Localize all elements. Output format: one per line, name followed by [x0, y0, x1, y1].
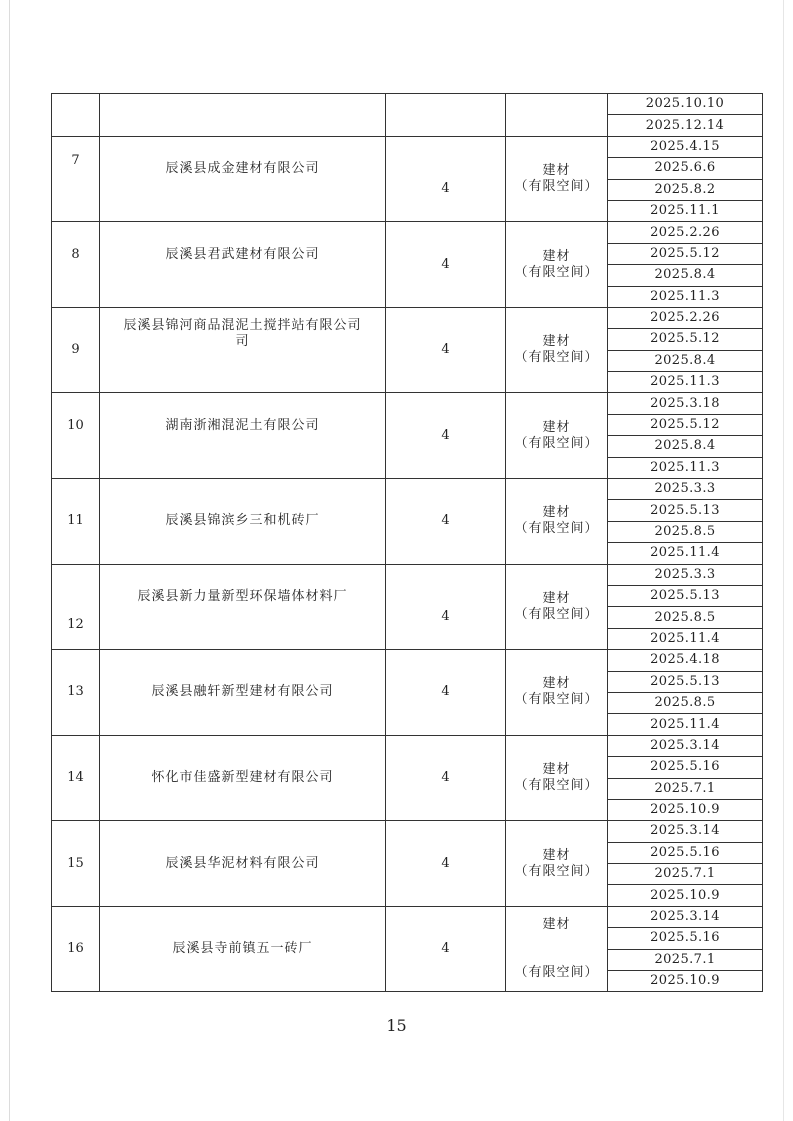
index-cell [52, 94, 100, 137]
company-name: 辰溪县锦河商品混泥土搅拌站有限公司 [123, 317, 362, 333]
inspection-table [51, 93, 763, 992]
row-number: 11 [67, 513, 84, 529]
industry-cell [506, 222, 608, 308]
company-cell [100, 222, 386, 308]
inspection-count: 4 [441, 342, 450, 358]
company-cell [100, 821, 386, 907]
table-row [52, 94, 763, 115]
date-cell: 2025.10.9 [608, 799, 763, 820]
company-name: 辰溪县华泥材料有限公司 [165, 855, 320, 871]
date-cell: 2025.5.13 [608, 671, 763, 692]
index-cell [52, 307, 100, 393]
date-cell: 2025.5.16 [608, 842, 763, 863]
date-cell: 2025.11.1 [608, 200, 763, 221]
index-cell [52, 393, 100, 479]
date-cell: 2025.11.4 [608, 628, 763, 649]
row-number: 14 [67, 770, 84, 785]
industry-cell [506, 564, 608, 650]
industry-label: 建材 [542, 505, 571, 521]
date-cell: 2025.8.4 [608, 265, 763, 286]
row-number: 12 [67, 616, 84, 632]
company-cell [100, 307, 386, 393]
company-name-wrap: 司 [235, 333, 250, 349]
table-row [52, 564, 763, 585]
company-name: 辰溪县成金建材有限公司 [165, 161, 320, 177]
space-label: （有限空间） [514, 863, 599, 879]
inspection-count: 4 [441, 608, 450, 624]
index-cell [52, 136, 100, 222]
index-cell [52, 650, 100, 736]
date-cell: 2025.12.14 [608, 115, 763, 136]
industry-cell [506, 136, 608, 222]
date-cell: 2025.5.12 [608, 329, 763, 350]
date-cell: 2025.5.13 [608, 500, 763, 521]
date-cell: 2025.11.3 [608, 372, 763, 393]
inspection-count: 4 [441, 256, 450, 272]
count-cell [386, 650, 506, 736]
table-row [52, 222, 763, 243]
table-row [52, 821, 763, 842]
space-label: （有限空间） [514, 350, 599, 366]
date-cell: 2025.11.3 [608, 457, 763, 478]
company-name: 辰溪县寺前镇五一砖厂 [172, 941, 313, 957]
table-row [52, 393, 763, 414]
company-cell [100, 94, 386, 137]
date-cell: 2025.10.10 [608, 94, 763, 115]
table-row [52, 735, 763, 756]
date-cell: 2025.3.18 [608, 393, 763, 414]
company-cell [100, 479, 386, 565]
industry-cell [506, 735, 608, 821]
index-cell [52, 735, 100, 821]
industry-cell [506, 906, 608, 992]
industry-label: 建材 [542, 762, 571, 777]
count-cell [386, 94, 506, 137]
date-cell: 2025.10.9 [608, 971, 763, 992]
table-row [52, 307, 763, 328]
count-cell [386, 222, 506, 308]
index-cell [52, 222, 100, 308]
count-cell [386, 906, 506, 992]
date-cell: 2025.3.3 [608, 479, 763, 500]
date-cell: 2025.7.1 [608, 864, 763, 885]
date-cell: 2025.4.15 [608, 136, 763, 157]
industry-cell [506, 821, 608, 907]
date-cell: 2025.5.12 [608, 414, 763, 435]
industry-label: 建材 [542, 590, 571, 606]
index-cell [52, 479, 100, 565]
date-cell: 2025.5.16 [608, 757, 763, 778]
date-cell: 2025.8.2 [608, 179, 763, 200]
industry-cell [506, 650, 608, 736]
company-name: 辰溪县新力量新型环保墙体材料厂 [137, 588, 348, 604]
date-cell: 2025.8.5 [608, 521, 763, 542]
date-cell: 2025.8.5 [608, 607, 763, 628]
company-name: 辰溪县锦滨乡三和机砖厂 [165, 513, 320, 529]
inspection-count: 4 [441, 941, 450, 957]
inspection-count: 4 [441, 855, 450, 871]
date-cell: 2025.11.4 [608, 714, 763, 735]
row-number: 10 [67, 417, 84, 433]
company-cell [100, 393, 386, 479]
space-label: （有限空间） [514, 264, 599, 280]
count-cell [386, 735, 506, 821]
inspection-count: 4 [441, 427, 450, 443]
index-cell [52, 821, 100, 907]
inspection-count: 4 [441, 684, 450, 700]
space-label: （有限空间） [514, 965, 599, 981]
industry-label: 建材 [542, 676, 571, 692]
company-name: 辰溪县融轩新型建材有限公司 [151, 684, 334, 700]
industry-cell [506, 307, 608, 393]
date-cell: 2025.7.1 [608, 949, 763, 970]
company-cell [100, 650, 386, 736]
count-cell [386, 307, 506, 393]
industry-label: 建材 [542, 847, 571, 863]
date-cell: 2025.5.12 [608, 243, 763, 264]
page-number: 15 [386, 1016, 407, 1035]
table-row [52, 650, 763, 671]
table-row [52, 136, 763, 157]
date-cell: 2025.3.14 [608, 735, 763, 756]
industry-cell [506, 393, 608, 479]
company-name: 怀化市佳盛新型建材有限公司 [151, 770, 334, 785]
company-cell [100, 735, 386, 821]
count-cell [386, 393, 506, 479]
date-cell: 2025.5.13 [608, 585, 763, 606]
row-number: 7 [71, 153, 80, 169]
row-number: 13 [67, 684, 84, 700]
company-cell [100, 564, 386, 650]
industry-label: 建材 [542, 248, 571, 264]
date-cell: 2025.3.14 [608, 821, 763, 842]
count-cell [386, 479, 506, 565]
date-cell: 2025.3.3 [608, 564, 763, 585]
date-cell: 2025.2.26 [608, 222, 763, 243]
inspection-count: 4 [441, 181, 450, 197]
industry-label: 建材 [542, 163, 571, 179]
space-label: （有限空间） [514, 179, 599, 195]
industry-label: 建材 [542, 334, 571, 350]
date-cell: 2025.2.26 [608, 307, 763, 328]
date-cell: 2025.11.4 [608, 543, 763, 564]
industry-cell [506, 479, 608, 565]
page-edge-left [9, 0, 10, 1121]
company-cell [100, 906, 386, 992]
date-cell: 2025.11.3 [608, 286, 763, 307]
industry-label: 建材 [542, 419, 571, 435]
space-label: （有限空间） [514, 606, 599, 622]
index-cell [52, 906, 100, 992]
date-cell: 2025.6.6 [608, 158, 763, 179]
date-cell: 2025.4.18 [608, 650, 763, 671]
page-edge-right [783, 0, 784, 1121]
table-row [52, 479, 763, 500]
count-cell [386, 136, 506, 222]
count-cell [386, 564, 506, 650]
date-cell: 2025.8.4 [608, 436, 763, 457]
inspection-count: 4 [441, 513, 450, 529]
space-label: （有限空间） [514, 521, 599, 537]
row-number: 9 [71, 342, 80, 358]
company-name: 湖南浙湘混泥土有限公司 [165, 417, 320, 433]
space-label: （有限空间） [514, 692, 599, 708]
index-cell [52, 564, 100, 650]
space-label: （有限空间） [514, 778, 599, 793]
table-row [52, 906, 763, 927]
space-label: （有限空间） [514, 435, 599, 451]
row-number: 8 [71, 246, 80, 262]
company-name: 辰溪县君武建材有限公司 [165, 246, 320, 262]
row-number: 15 [67, 855, 84, 871]
count-cell [386, 821, 506, 907]
date-cell: 2025.8.5 [608, 692, 763, 713]
date-cell: 2025.3.14 [608, 906, 763, 927]
industry-label: 建材 [542, 917, 571, 933]
date-cell: 2025.8.4 [608, 350, 763, 371]
date-cell: 2025.10.9 [608, 885, 763, 906]
company-cell [100, 136, 386, 222]
date-cell: 2025.7.1 [608, 778, 763, 799]
inspection-count: 4 [441, 770, 450, 785]
industry-cell [506, 94, 608, 137]
row-number: 16 [67, 941, 84, 957]
date-cell: 2025.5.16 [608, 928, 763, 949]
